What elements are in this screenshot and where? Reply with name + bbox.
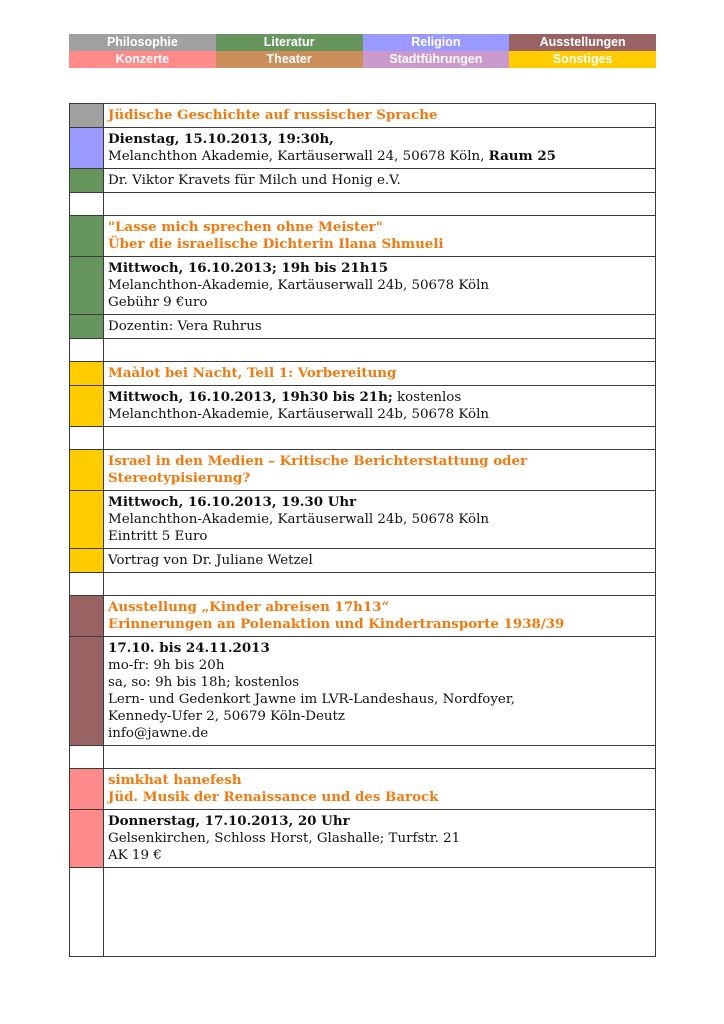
event-venue: Melanchthon Akademie, Kartäuserwall 24, 50678 Köln, Raum 25 (108, 148, 556, 164)
legend-literatur[interactable]: Literatur (216, 34, 363, 51)
event-title: "Lasse mich sprechen ohne Meister" Über die israelische Dichterin Ilana Shmueli (104, 216, 656, 257)
events-table (69, 103, 656, 957)
event-details (104, 257, 656, 315)
event-details (104, 386, 656, 427)
legend-stadtfuehrungen[interactable]: Stadtführungen (363, 51, 510, 68)
legend-konzerte[interactable]: Konzerte (69, 51, 216, 68)
category-swatch (70, 769, 104, 810)
event-venue: Lern- und Gedenkort Jawne im LVR-Landeshaus, Nordfoyer, (108, 692, 516, 707)
event-details (104, 810, 656, 868)
category-swatch (70, 104, 104, 128)
legend-theater[interactable]: Theater (216, 51, 363, 68)
event-title: Maàlot bei Nacht, Teil 1: Vorbereitung (104, 362, 656, 386)
event-venue: Melanchthon-Akademie, Kartäuserwall 24b, 50678 Köln (108, 278, 489, 293)
event-lecturer: Dozentin: Vera Ruhrus (104, 315, 656, 339)
category-swatch (70, 169, 104, 193)
category-swatch (70, 128, 104, 169)
event-details (104, 637, 656, 746)
event-details-row (70, 386, 656, 427)
event-date: Mittwoch, 16.10.2013, 19.30 Uhr (108, 494, 357, 510)
event-details-row (70, 491, 656, 549)
event-title-row (70, 362, 656, 386)
category-swatch (70, 315, 104, 339)
event-date: Dienstag, 15.10.2013, 19:30h, (108, 131, 334, 147)
event-title: Ausstellung „Kinder abreisen 17h13“ Erinnerungen an Polenaktion und Kindertransporte 1938/39 (104, 596, 656, 637)
event-fee: Eintritt 5 Euro (108, 529, 208, 544)
event-address: Kennedy-Ufer 2, 50679 Köln-Deutz (108, 709, 345, 724)
event-venue: Melanchthon-Akademie, Kartäuserwall 24b, 50678 Köln (108, 512, 489, 527)
event-fee: Gebühr 9 €uro (108, 295, 208, 310)
event-title: simkhat hanefesh Jüd. Musik der Renaissance und des Barock (104, 769, 656, 810)
event-title-row (70, 596, 656, 637)
spacer-row (70, 193, 656, 216)
event-title-row (70, 769, 656, 810)
event-price: kostenlos (392, 390, 462, 405)
event-date: Donnerstag, 17.10.2013, 20 Uhr (108, 813, 350, 829)
event-lecturer-row (70, 315, 656, 339)
legend-ausstellungen[interactable]: Ausstellungen (509, 34, 656, 51)
legend-philosophie[interactable]: Philosophie (69, 34, 216, 51)
event-price: AK 19 € (108, 848, 162, 863)
spacer-row (70, 339, 656, 362)
event-host: Dr. Viktor Kravets für Milch und Honig e.V. (104, 169, 656, 193)
event-speaker: Vortrag von Dr. Juliane Wetzel (104, 549, 656, 573)
event-hours-weekday: mo-fr: 9h bis 20h (108, 658, 225, 673)
empty-row (70, 868, 656, 957)
event-date: Mittwoch, 16.10.2013; 19h bis 21h15 (108, 260, 389, 276)
event-title-row (70, 104, 656, 128)
event-room: Raum 25 (488, 148, 556, 164)
event-title: Jüdische Geschichte auf russischer Sprache (104, 104, 656, 128)
category-swatch (70, 491, 104, 549)
category-swatch (70, 362, 104, 386)
spacer-row (70, 427, 656, 450)
event-venue: Gelsenkirchen, Schloss Horst, Glashalle; Turfstr. 21 (108, 831, 461, 846)
event-date: 17.10. bis 24.11.2013 (108, 640, 270, 656)
event-details (104, 128, 656, 169)
category-swatch (70, 637, 104, 746)
category-swatch (70, 549, 104, 573)
category-swatch (70, 450, 104, 491)
legend-row-2 (69, 51, 656, 68)
category-swatch (70, 257, 104, 315)
event-details (104, 491, 656, 549)
event-speaker-row (70, 549, 656, 573)
legend-sonstiges[interactable]: Sonstiges (509, 51, 656, 68)
spacer-row (70, 573, 656, 596)
category-legend (69, 34, 656, 68)
spacer-row (70, 746, 656, 769)
event-host-row (70, 169, 656, 193)
event-venue: Melanchthon-Akademie, Kartäuserwall 24b, 50678 Köln (108, 407, 489, 422)
event-details-row (70, 637, 656, 746)
event-details-row (70, 257, 656, 315)
event-details-row (70, 128, 656, 169)
event-email[interactable]: info@jawne.de (108, 726, 209, 741)
category-swatch (70, 216, 104, 257)
event-date: Mittwoch, 16.10.2013, 19h30 bis 21h; kostenlos (108, 389, 462, 405)
category-swatch (70, 810, 104, 868)
category-swatch (70, 386, 104, 427)
event-title-row (70, 450, 656, 491)
event-details-row (70, 810, 656, 868)
category-swatch (70, 596, 104, 637)
legend-religion[interactable]: Religion (363, 34, 510, 51)
event-title: Israel in den Medien – Kritische Berichterstattung oder Stereotypisierung? (104, 450, 656, 491)
legend-row-1 (69, 34, 656, 51)
event-title-row (70, 216, 656, 257)
event-hours-weekend: sa, so: 9h bis 18h; kostenlos (108, 675, 300, 690)
